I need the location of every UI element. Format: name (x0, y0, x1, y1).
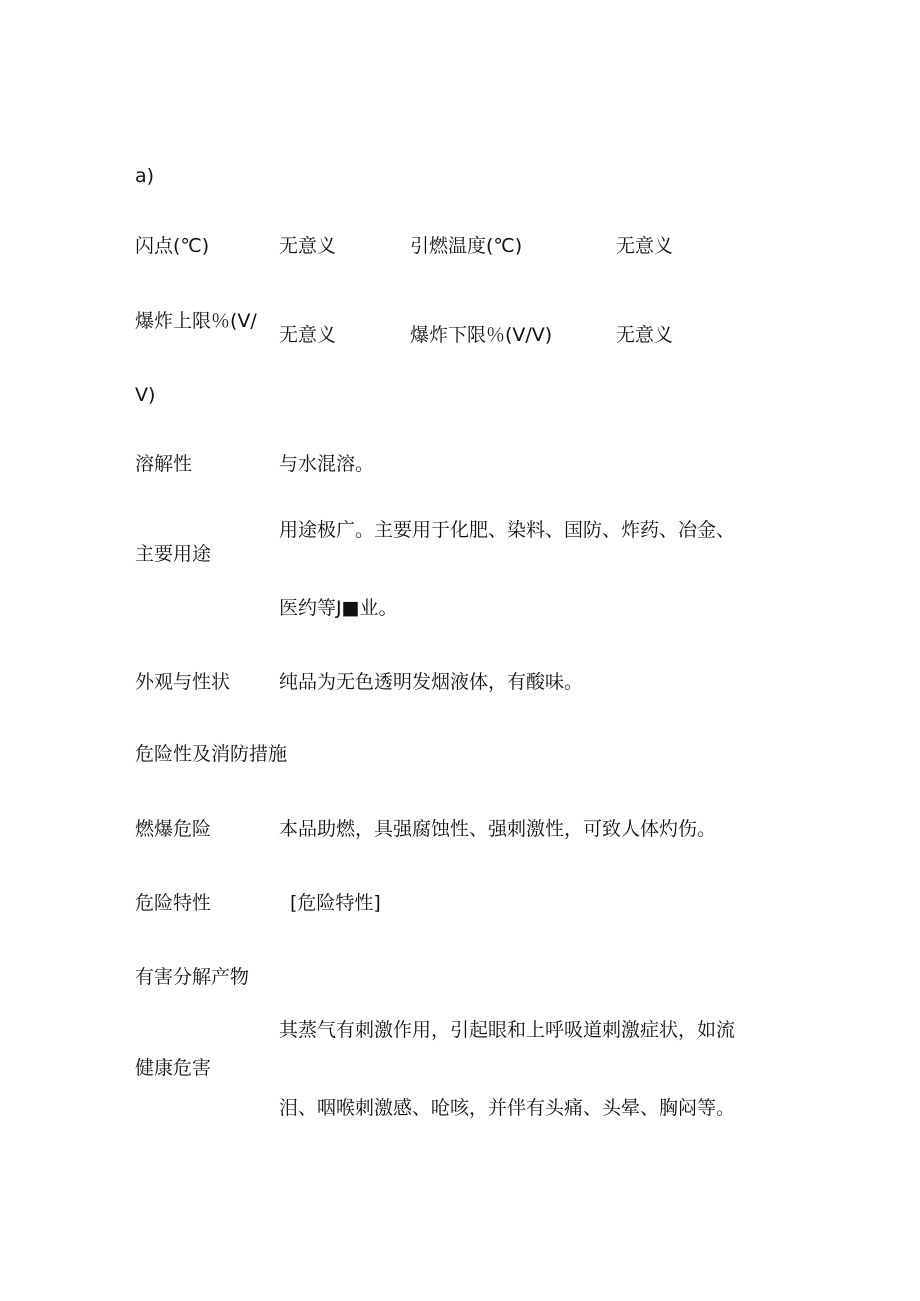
decomposition-products-label: 有害分解产物 (135, 966, 250, 988)
health-hazard-value-line1: 其蒸气有刺激作用，引起眼和上呼吸道刺激症状，如流 (279, 1019, 736, 1041)
lower-explosion-limit-label: 爆炸下限％(V/V) (410, 324, 553, 346)
flash-point-value: 无意义 (279, 235, 337, 257)
explosion-hazard-value: 本品助燃，具强腐蚀性、强刺激性，可致人体灼伤。 (279, 818, 717, 840)
lower-explosion-limit-value: 无意义 (616, 324, 674, 346)
solubility-label: 溶解性 (135, 453, 193, 475)
appearance-value: 纯品为无色透明发烟液体，有酸味。 (279, 671, 584, 693)
hazard-section-heading: 危险性及消防措施 (135, 743, 288, 765)
appearance-label: 外观与性状 (135, 671, 231, 693)
main-use-label: 主要用途 (135, 543, 212, 565)
flash-point-label: 闪点(℃) (135, 235, 210, 257)
ignition-temp-value: 无意义 (616, 235, 674, 257)
health-hazard-label: 健康危害 (135, 1057, 212, 1079)
solubility-value: 与水混溶。 (279, 453, 375, 475)
main-use-value-line2: 医约等J■业。 (279, 597, 398, 619)
section-marker: a) (135, 165, 155, 187)
health-hazard-value-line2: 泪、咽喉刺激感、呛咳，并伴有头痛、头晕、胸闷等。 (279, 1097, 736, 1119)
ignition-temp-label: 引燃温度(℃) (410, 235, 523, 257)
hazard-characteristics-value: [危险特性] (290, 892, 381, 914)
main-use-value-line1: 用途极广。主要用于化肥、染料、国防、炸药、冶金、 (279, 519, 736, 541)
upper-explosion-limit-value: 无意义 (279, 324, 337, 346)
hazard-characteristics-label: 危险特性 (135, 892, 212, 914)
upper-explosion-limit-label-line1: 爆炸上限％(V/ (135, 310, 257, 332)
explosion-hazard-label: 燃爆危险 (135, 818, 212, 840)
upper-explosion-limit-label-line2: V) (135, 384, 156, 406)
